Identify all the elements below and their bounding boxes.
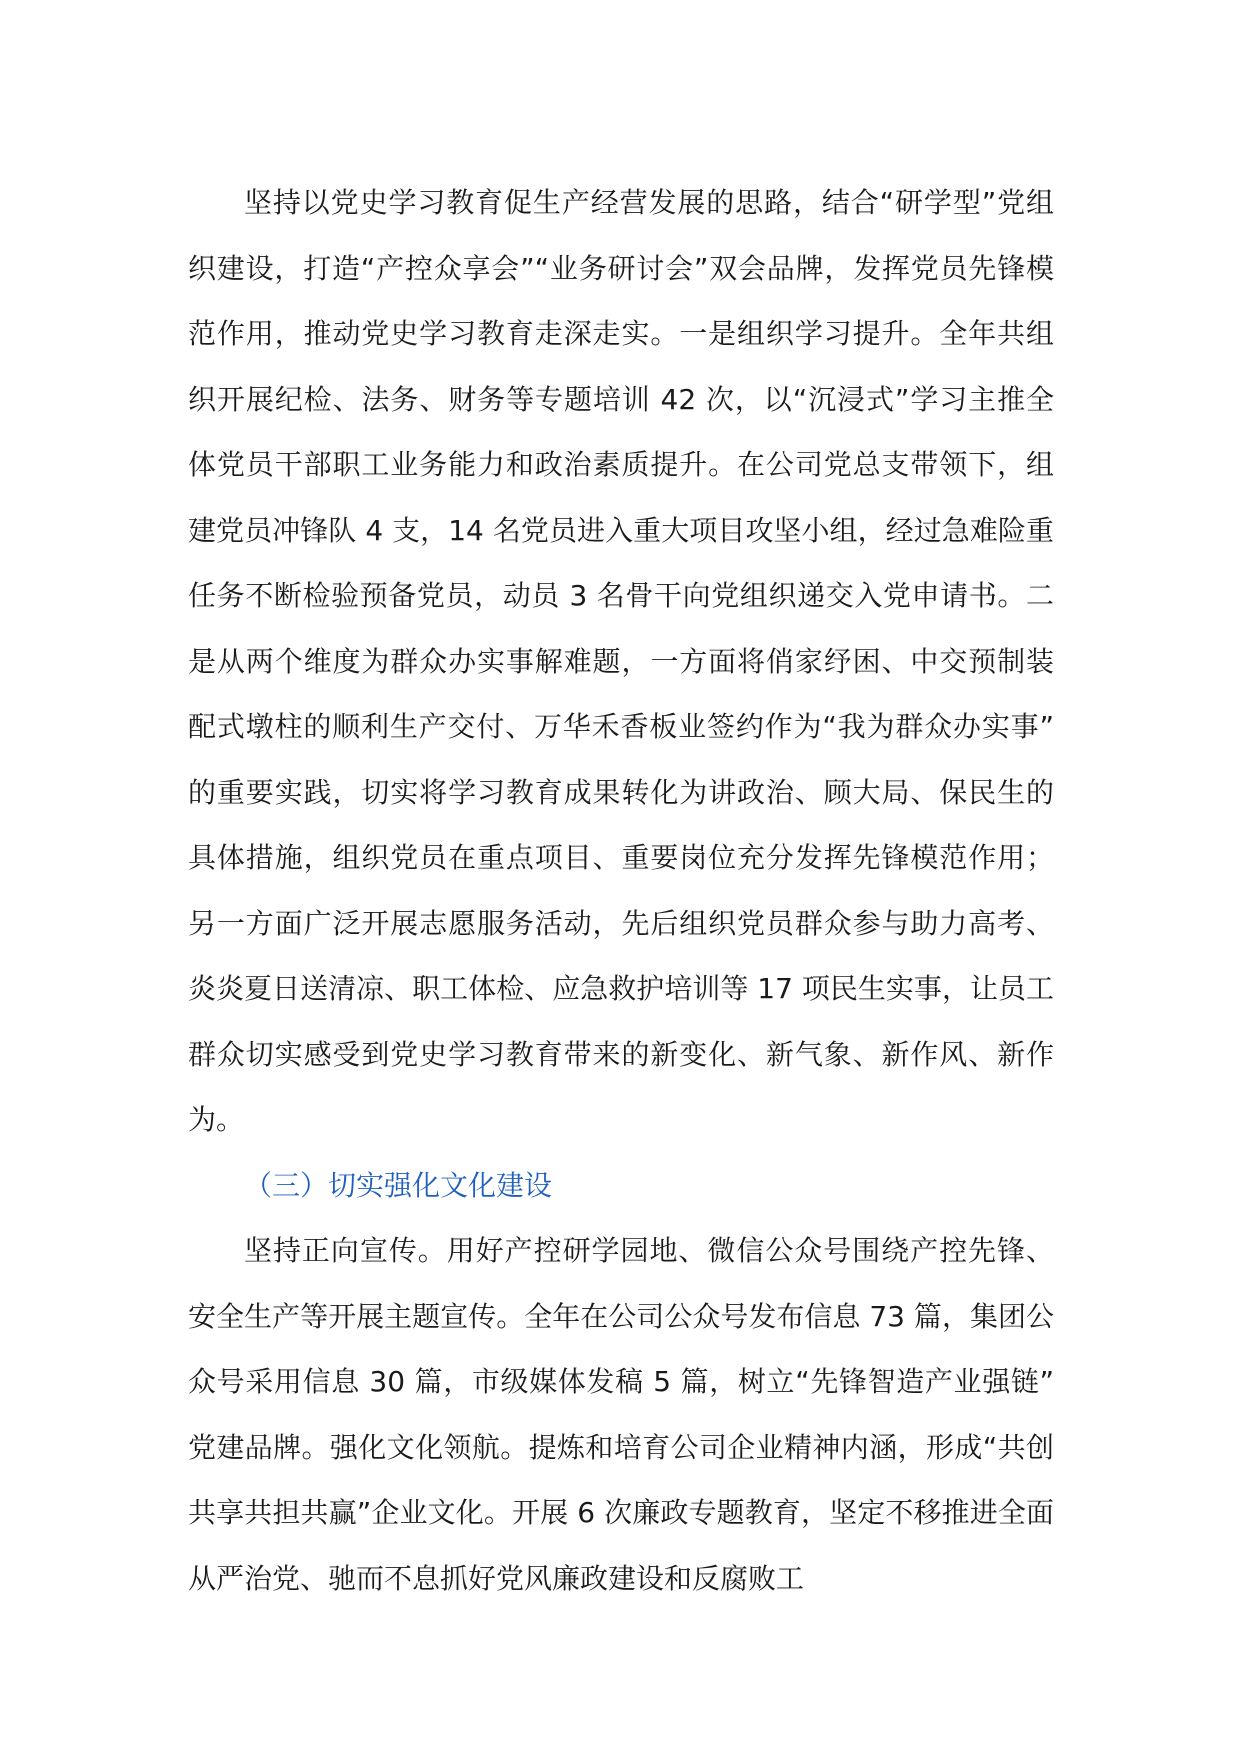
body-paragraph: 坚持以党史学习教育促生产经营发展的思路，结合“研学型”党组织建设，打造“产控众享会”“业务研讨会”双会品牌，发挥党员先锋模范作用，推动党史学习教育走深走实。一是组织学习提升。全年共组织开展纪检、法务、财务等专题培训 42 次，以“沉浸式”学习主推全体党员干部职工业务能力和政治素质提升。在公司党总支带领下，组建党员冲锋队 4 支，14 名党员进入重大项目攻坚小组，经过急难险重任务不断检验预备党员，动员 3 名骨干向党组织递交入党申请书。二是从两个维度为群众办实事解难题，一方面将俏家纾困、中交预制装配式墩柱的顺利生产交付、万华禾香板业签约作为“我为群众办实事”的重要实践，切实将学习教育成果转化为讲政治、顾大局、保民生的具体措施，组织党员在重点项目、重要岗位充分发挥先锋模范作用；另一方面广泛开展志愿服务活动，先后组织党员群众参与助力高考、炎炎夏日送清凉、职工体检、应急救护培训等 17 项民生实事，让员工群众切实感受到党史学习教育带来的新变化、新气象、新作风、新作为。 xyxy=(188,186,1054,1136)
section-heading: （三）切实强化文化建设 xyxy=(244,1168,553,1202)
document-body xyxy=(188,170,1054,1611)
section-paragraph: 坚持正向宣传。用好产控研学园地、微信公众号围绕产控先锋、安全生产等开展主题宣传。全年在公司公众号发布信息 73 篇，集团公众号采用信息 30 篇，市级媒体发稿 5 篇，树立“先锋智造产业强链”党建品牌。强化文化领航。提炼和培育公司企业精神内涵，形成“共创共享共担共赢”企业文化。开展 6 次廉政专题教育，坚定不移推进全面从严治党、驰而不息抓好党风廉政建设和反腐败工 xyxy=(188,1234,1054,1595)
